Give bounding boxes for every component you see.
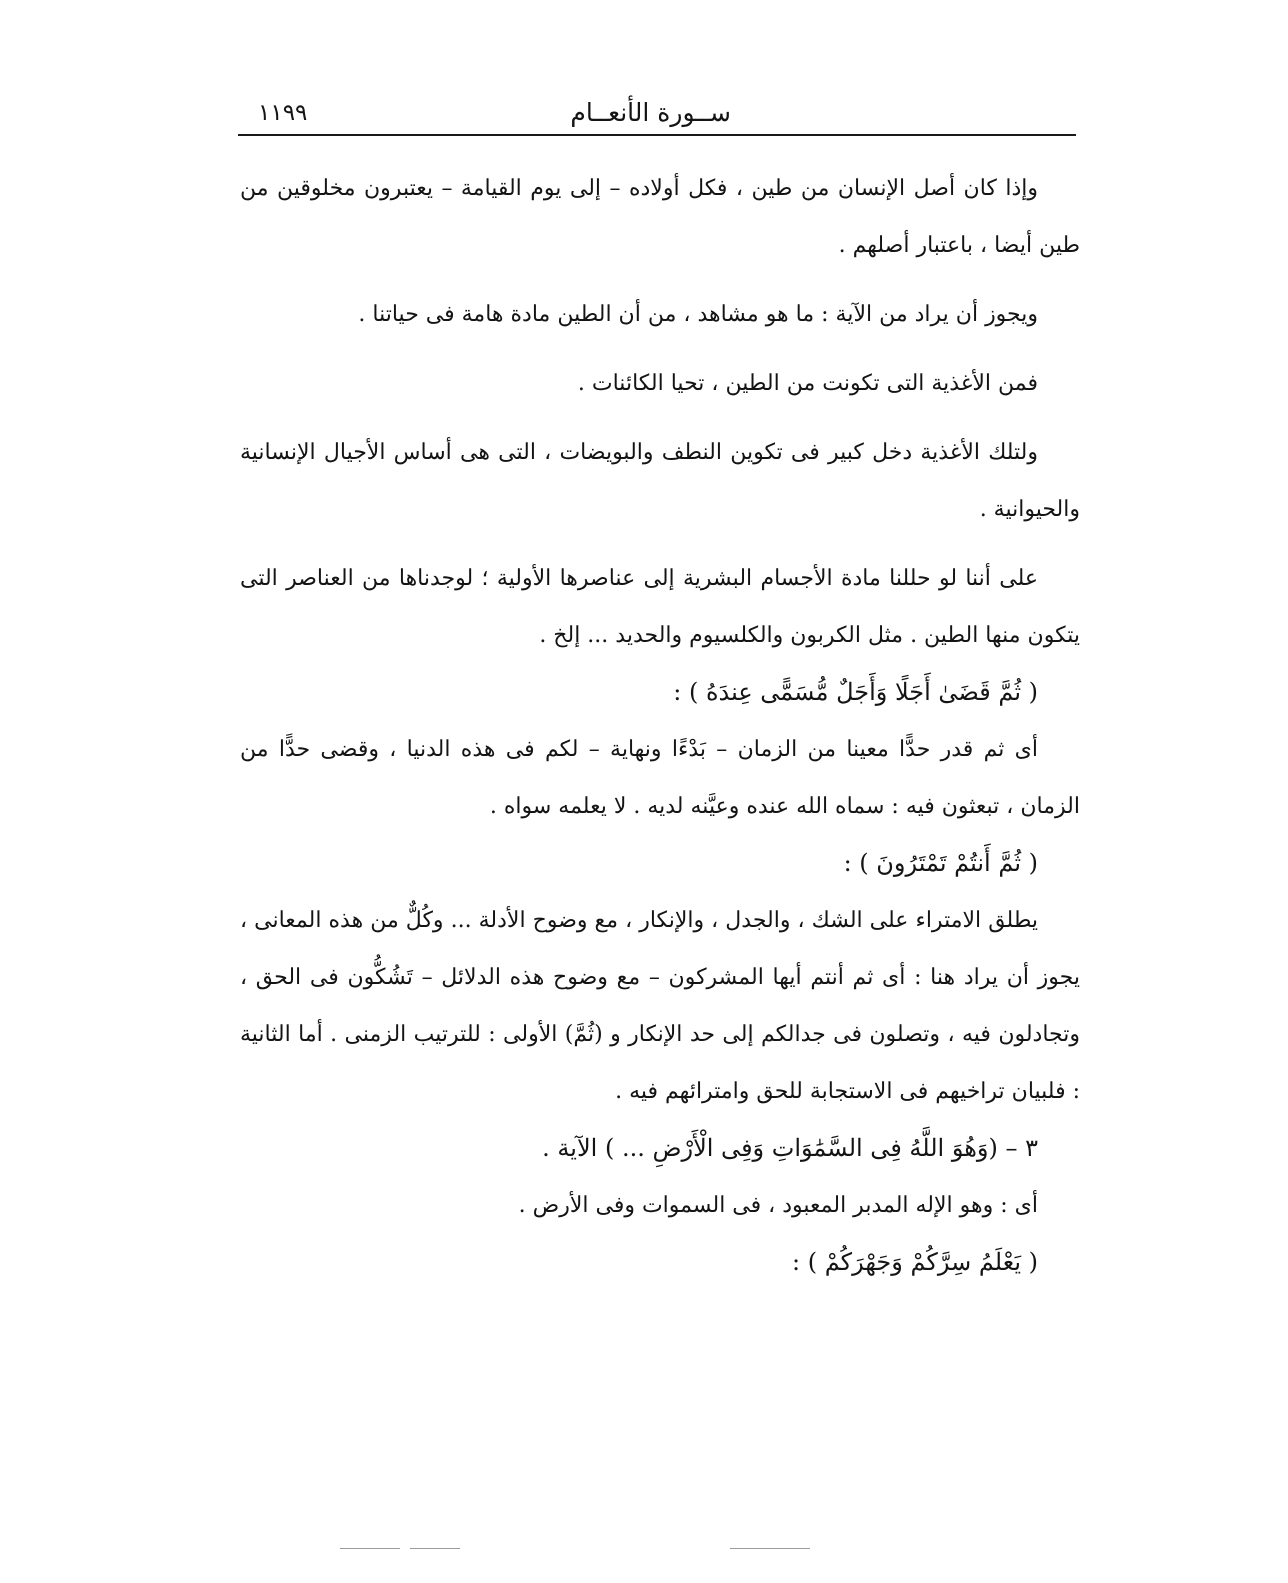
explanation-doubt: يطلق الامتراء على الشك ، والجدل ، والإنكار ، مع وضوح الأدلة ... وكُلٌّ من هذه المعانى ، يجوز أن يراد هنا : أى ثم أنتم أيها المشركون – مع وضوح هذه الدلائل – تَشُكُّون فى الحق ، وتجادلون فيه ، وتصلون فى جدالكم إلى حد الإنكار و (ثُمَّ) الأولى : للترتيب الزمنى . أما الثانية : فلبيان تراخيهم فى الاستجابة للحق وامترائهم فيه .	[240, 908, 1080, 1104]
scan-mark	[340, 1548, 400, 1549]
paragraph-elements: على أننا لو حللنا مادة الأجسام البشرية إلى عناصرها الأولية ؛ لوجدناها من العناصر التى يتكون منها الطين . مثل الكربون والكلسيوم والحديد ... إلخ .	[240, 566, 1080, 648]
page-number: ١١٩٩	[258, 100, 308, 126]
paragraph-generations: ولتلك الأغذية دخل كبير فى تكوين النطف والبويضات ، التى هى أساس الأجيال الإنسانية والحيوانية .	[240, 440, 1080, 522]
surah-title: ســورة الأنعــام	[570, 98, 731, 127]
page-body	[240, 160, 1080, 1291]
paragraph-nutrition: فمن الأغذية التى تكونت من الطين ، تحيا الكائنات .	[577, 371, 1038, 396]
paragraph-clay-origin: وإذا كان أصل الإنسان من طين ، فكل أولاده – إلى يوم القيامة – يعتبرون مخلوقين من طين أيضا ، باعتبار أصلهم .	[240, 176, 1080, 258]
quran-verse-secret: ( يَعْلَمُ سِرَّكُمْ وَجَهْرَكُمْ ) :	[791, 1248, 1038, 1276]
page-header	[238, 96, 1076, 132]
scan-mark	[410, 1548, 460, 1549]
scan-footer-marks	[340, 1548, 840, 1552]
header-rule	[238, 134, 1076, 136]
explanation-heavens: أى : وهو الإله المدبر المعبود ، فى السموات وفى الأرض .	[518, 1193, 1038, 1218]
explanation-term: أى ثم قدر حدًّا معينا من الزمان – بَدْءًا ونهاية – لكم فى هذه الدنيا ، وقضى حدًّا من الزمان ، تبعثون فيه : سماه الله عنده وعيَّنه لديه . لا يعلمه سواه .	[240, 737, 1080, 819]
scan-mark	[730, 1548, 810, 1549]
quran-verse-term: ( ثُمَّ قَضَىٰ أَجَلًا وَأَجَلٌ مُّسَمًّى عِندَهُ ) :	[673, 678, 1038, 706]
quran-verse-doubt: ( ثُمَّ أَنتُمْ تَمْتَرُونَ ) :	[843, 849, 1038, 877]
quran-verse-heavens: ٣ – (وَهُوَ اللَّهُ فِى السَّمَٰوَاتِ وَفِى الْأَرْضِ ... ) الآية .	[542, 1134, 1038, 1162]
paragraph-clay-importance: ويجوز أن يراد من الآية : ما هو مشاهد ، من أن الطين مادة هامة فى حياتنا .	[358, 302, 1038, 327]
